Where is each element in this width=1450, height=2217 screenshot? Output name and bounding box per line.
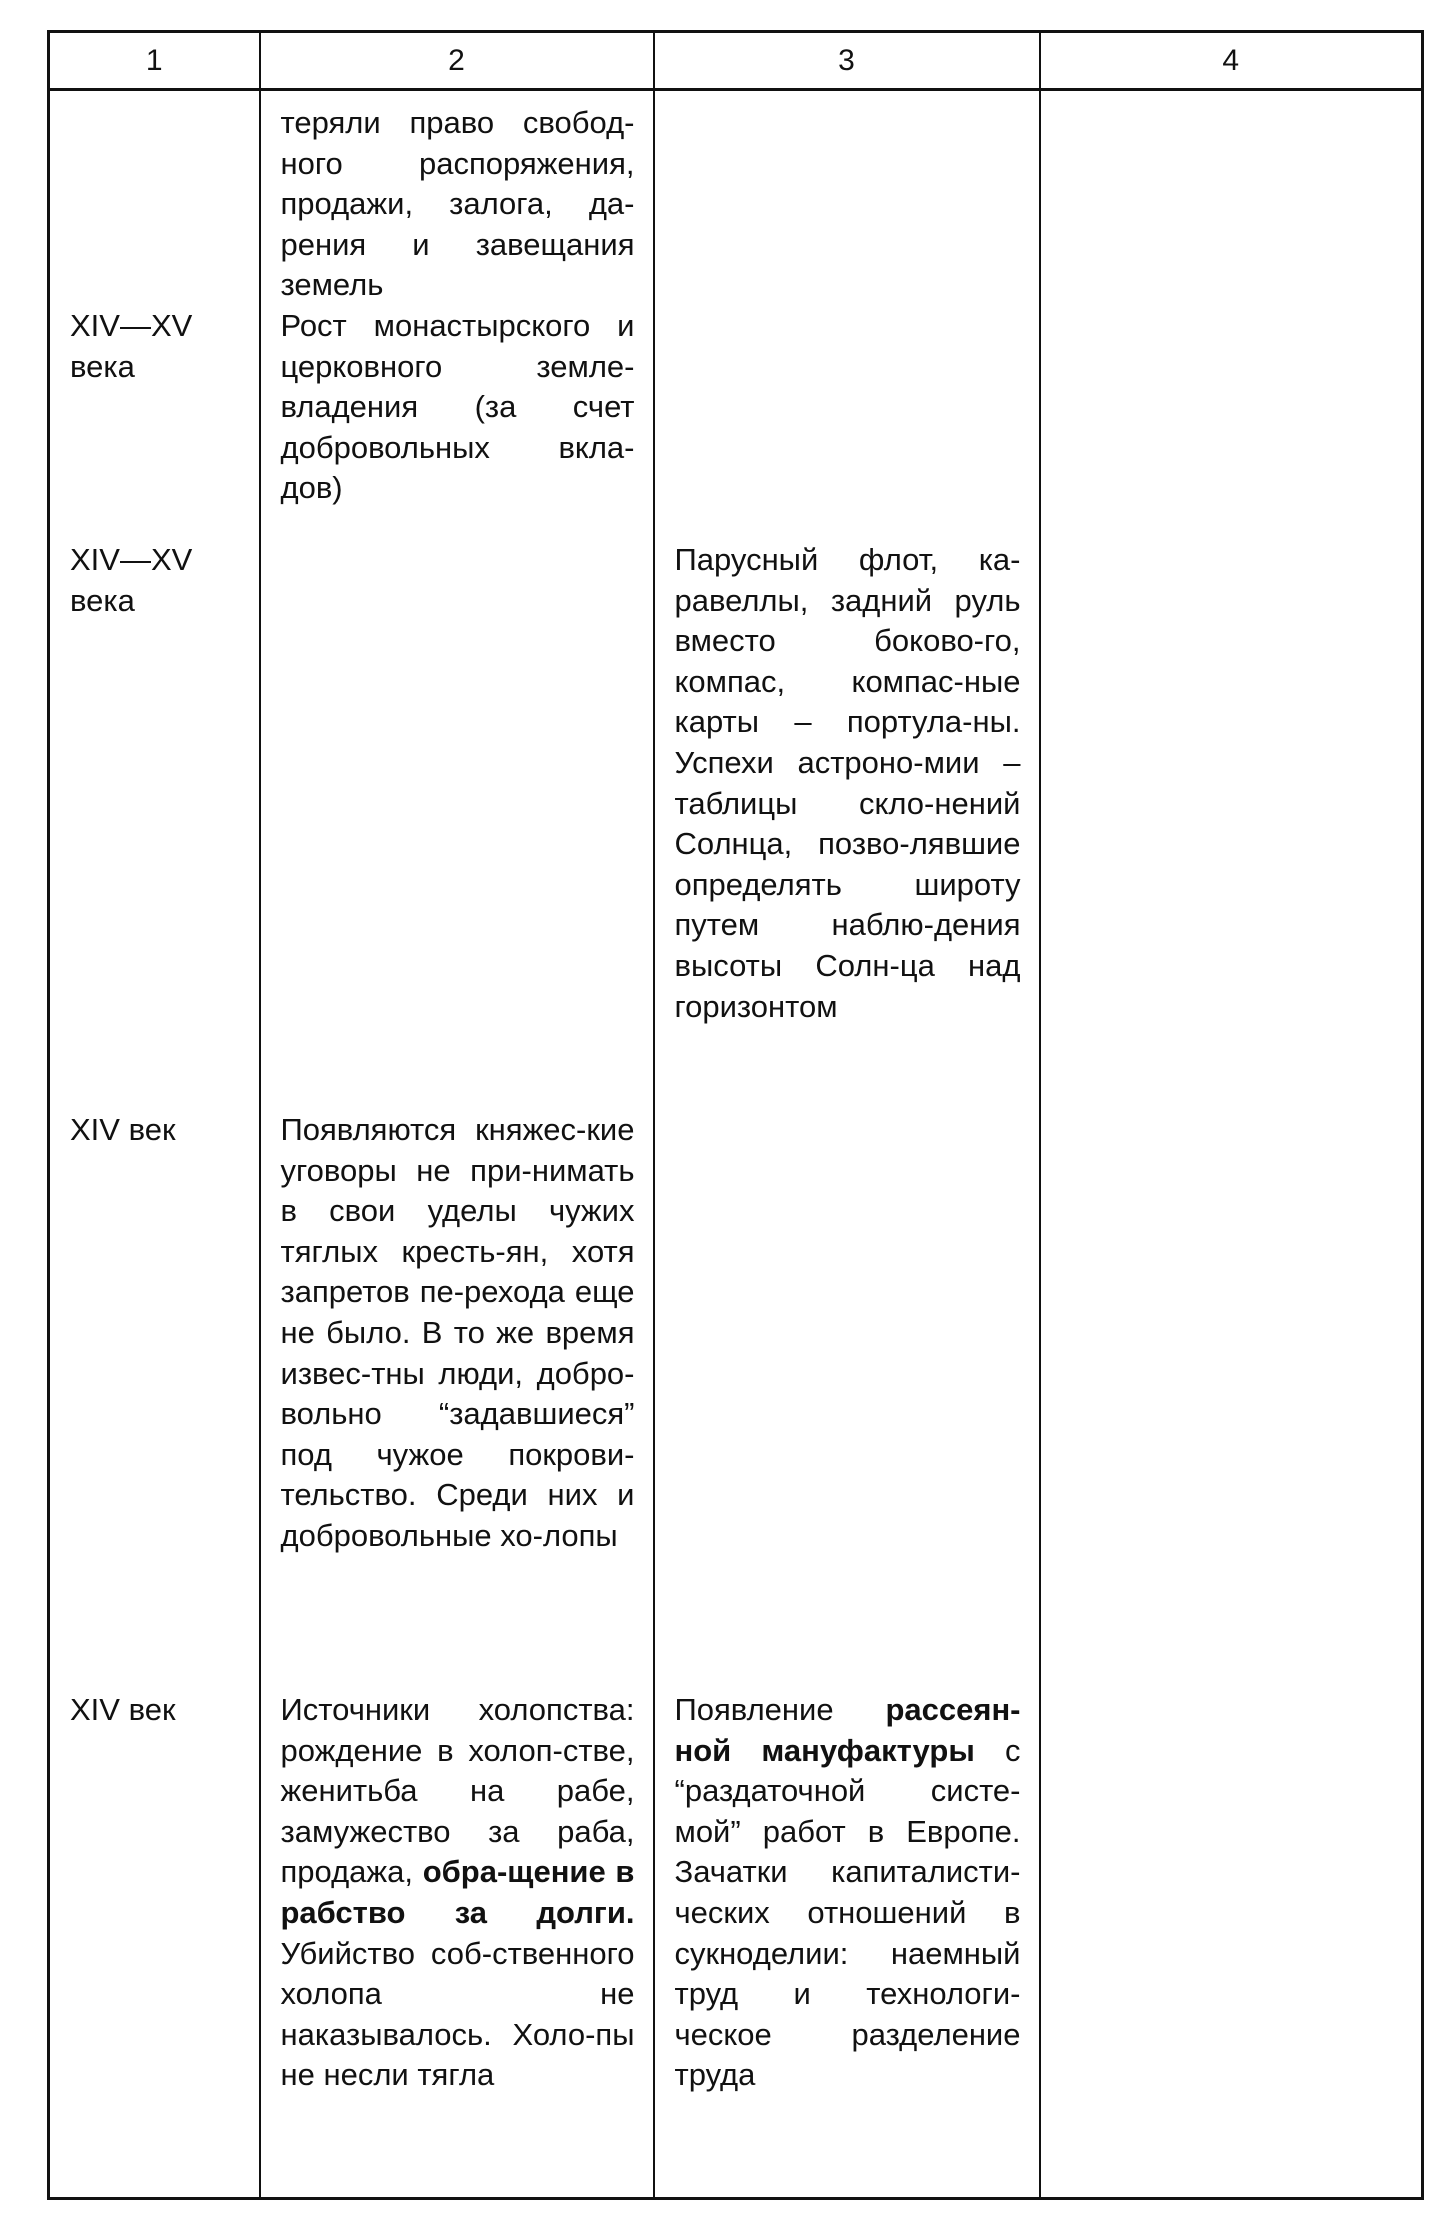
row-5-russia-text-bold: обра-щение в рабство за долги. bbox=[280, 1854, 635, 1930]
row-3-col-2 bbox=[260, 540, 654, 1110]
header-col-4: 4 bbox=[1040, 32, 1423, 90]
header-col-3: 3 bbox=[654, 32, 1040, 90]
row-1-col-3 bbox=[654, 90, 1040, 306]
row-3-period: XIV—XV века bbox=[70, 541, 193, 618]
row-1-russia-text: теряли право свобод-ного распоряжения, продажи, залога, да-рения и завещания земель bbox=[280, 105, 635, 303]
row-5-russia-text bbox=[261, 1690, 653, 2096]
row-2-col-2 bbox=[260, 306, 654, 540]
table-row bbox=[49, 1690, 1423, 2199]
row-2-russia-text: Рост монастырского и церковного земле-владения (за счет добровольных вкла-дов) bbox=[280, 307, 635, 506]
row-3-world-text: Парусный флот, ка-равеллы, задний руль вместо боково-го, компас, компас-ные карты – портула-ны. Успехи астроно-мии – таблицы скло-нений Солнца, позво-лявшие определять широту путем наблю-дения высоты Солн-ца над горизонтом bbox=[674, 541, 1021, 1024]
row-3-col-3 bbox=[654, 540, 1040, 1110]
row-5-col-3 bbox=[654, 1690, 1040, 2199]
row-5-russia-text-c: Убийство соб-ственного холопа не наказывалось. Холо-пы не несли тягла bbox=[280, 1935, 635, 2093]
history-table bbox=[47, 30, 1424, 2200]
row-3-col-4 bbox=[1040, 540, 1423, 1110]
row-2-col-4 bbox=[1040, 306, 1423, 540]
row-2-period: XIV—XV века bbox=[70, 307, 193, 384]
table-row bbox=[49, 90, 1423, 306]
table-row bbox=[49, 540, 1423, 1110]
row-5-period: XIV век bbox=[70, 1691, 176, 1727]
row-5-col-2 bbox=[260, 1690, 654, 2199]
table-header bbox=[49, 32, 1423, 90]
row-1-col-1 bbox=[49, 90, 260, 306]
header-col-1: 1 bbox=[49, 32, 260, 90]
row-1-col-2 bbox=[260, 90, 654, 306]
row-3-col-1 bbox=[49, 540, 260, 1110]
table-row bbox=[49, 306, 1423, 540]
row-4-russia-text: Появляются княжес-кие уговоры не при-нимать в свои уделы чужих тяглых кресть-ян, хотя запретов пе-рехода еще не было. В то же время извес-тны люди, добро-вольно “задавшиеся” под чужое покрови-тельство. Среди них и добровольные хо-лопы bbox=[280, 1111, 635, 1553]
header-row bbox=[49, 32, 1423, 90]
row-5-world-text-c: с “раздаточной систе-мой” работ в Европе. Зачатки капиталисти-ческих отношений в сукноделии: наемный труд и технологи-ческое разделение труда bbox=[674, 1732, 1021, 2093]
row-2-col-1 bbox=[49, 306, 260, 540]
row-4-col-1 bbox=[49, 1110, 260, 1690]
row-5-world-text-a: Появление bbox=[674, 1691, 886, 1727]
row-1-col-4 bbox=[1040, 90, 1423, 306]
row-4-period: XIV век bbox=[70, 1111, 176, 1147]
row-4-col-4 bbox=[1040, 1110, 1423, 1690]
row-5-world-text bbox=[655, 1690, 1039, 2096]
row-4-col-2 bbox=[260, 1110, 654, 1690]
row-5-russia-text-a: Источники холопства: рождение в холоп-стве, женитьба на рабе, замужество за раба, продажа, bbox=[280, 1691, 635, 1890]
row-4-col-3 bbox=[654, 1110, 1040, 1690]
header-col-2: 2 bbox=[260, 32, 654, 90]
table-body bbox=[49, 90, 1423, 2199]
row-5-col-1 bbox=[49, 1690, 260, 2199]
table-row bbox=[49, 1110, 1423, 1690]
row-5-world-text-bold: рассеян-ной мануфактуры bbox=[674, 1691, 1021, 1768]
row-5-col-4 bbox=[1040, 1690, 1423, 2199]
row-2-col-3 bbox=[654, 306, 1040, 540]
